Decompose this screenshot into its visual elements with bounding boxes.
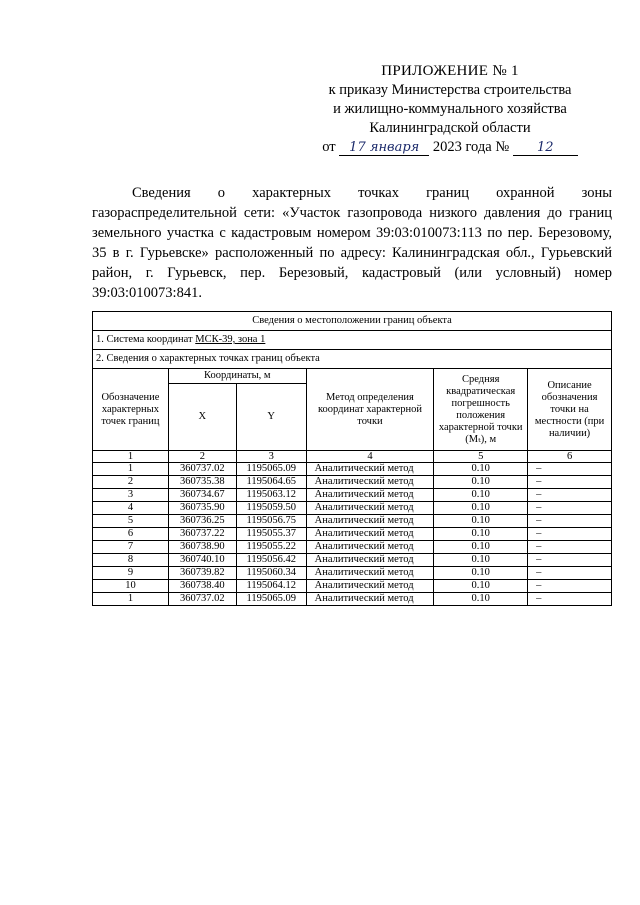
cell-y: 1195056.42 [236, 554, 306, 567]
date-prefix: от [322, 139, 336, 155]
cell-desc: – [528, 541, 612, 554]
column-number: 3 [236, 451, 306, 463]
table-row [93, 463, 612, 476]
cell-method: Аналитический метод [306, 463, 434, 476]
table-row [93, 580, 612, 593]
cell-error: 0.10 [434, 502, 528, 515]
cell-y: 1195055.22 [236, 541, 306, 554]
column-numbers-row [93, 451, 612, 463]
table-row [93, 515, 612, 528]
table-row [93, 528, 612, 541]
order-date-handwritten: 17 января [339, 140, 429, 156]
header-line-2: и жилищно-коммунального хозяйства [333, 101, 567, 117]
cell-y: 1195059.50 [236, 502, 306, 515]
cell-x: 360738.40 [168, 580, 236, 593]
table-row [93, 567, 612, 580]
cell-point: 4 [93, 502, 169, 515]
order-number-handwritten: 12 [513, 140, 578, 156]
cell-x: 360735.38 [168, 476, 236, 489]
cell-desc: – [528, 593, 612, 606]
cell-point: 3 [93, 489, 169, 502]
table-row [93, 554, 612, 567]
column-number: 2 [168, 451, 236, 463]
cell-desc: – [528, 515, 612, 528]
cell-error: 0.10 [434, 593, 528, 606]
cell-x: 360737.02 [168, 463, 236, 476]
points-section-label: 2. Сведения о характерных точках границ объекта [93, 350, 612, 369]
cell-desc: – [528, 489, 612, 502]
cell-y: 1195064.12 [236, 580, 306, 593]
cell-method: Аналитический метод [306, 580, 434, 593]
date-year: 2023 года № [432, 139, 510, 155]
cell-y: 1195064.65 [236, 476, 306, 489]
cell-point: 8 [93, 554, 169, 567]
intro-paragraph: Сведения о характерных точках границ охранной зоны газораспределительной сети: «Участок газопровода низкого давления до границ земельного участка с кадастровым номером 39:03:010073:113 по пер. Березовому, 35 в г. Гурьевске» расположенный по адресу: Калининградская обл., Гурьевский район, г. Гурьевск, пер. Березовый, кадастровый (или условный) номер 39:03:010073:841. [92, 185, 612, 301]
table-row [93, 541, 612, 554]
cell-desc: – [528, 580, 612, 593]
cell-error: 0.10 [434, 541, 528, 554]
cell-y: 1195056.75 [236, 515, 306, 528]
cell-x: 360738.90 [168, 541, 236, 554]
cell-error: 0.10 [434, 567, 528, 580]
cell-error: 0.10 [434, 554, 528, 567]
cell-method: Аналитический метод [306, 489, 434, 502]
cell-y: 1195063.12 [236, 489, 306, 502]
table-row [93, 476, 612, 489]
coordinate-system-row [93, 331, 612, 350]
cell-desc: – [528, 567, 612, 580]
header-point: Обозначение характерных точек границ [93, 369, 169, 451]
header-description: Описание обозначения точки на местности (при наличии) [528, 369, 612, 451]
cell-y: 1195055.37 [236, 528, 306, 541]
header-line-1: к приказу Министерства строительства [328, 82, 572, 98]
cell-error: 0.10 [434, 580, 528, 593]
column-number: 6 [528, 451, 612, 463]
cell-method: Аналитический метод [306, 476, 434, 489]
cell-x: 360734.67 [168, 489, 236, 502]
appendix-title: ПРИЛОЖЕНИЕ № 1 [381, 63, 519, 79]
cell-point: 6 [93, 528, 169, 541]
cell-error: 0.10 [434, 463, 528, 476]
cell-point: 1 [93, 593, 169, 606]
cell-y: 1195065.09 [236, 463, 306, 476]
cell-y: 1195065.09 [236, 593, 306, 606]
cell-method: Аналитический метод [306, 515, 434, 528]
cell-desc: – [528, 463, 612, 476]
coordinate-system-label: 1. Система координат [96, 334, 193, 345]
column-number: 1 [93, 451, 169, 463]
cell-desc: – [528, 554, 612, 567]
header-x: X [168, 384, 236, 451]
table-row [93, 502, 612, 515]
cell-point: 7 [93, 541, 169, 554]
order-date-line [300, 138, 600, 157]
table-row [93, 489, 612, 502]
table-title: Сведения о местоположении границ объекта [93, 312, 612, 331]
cell-error: 0.10 [434, 515, 528, 528]
column-number: 4 [306, 451, 434, 463]
cell-error: 0.10 [434, 489, 528, 502]
cell-desc: – [528, 476, 612, 489]
boundary-points-table [92, 311, 612, 606]
cell-x: 360740.10 [168, 554, 236, 567]
appendix-header [300, 62, 600, 157]
cell-x: 360737.22 [168, 528, 236, 541]
cell-method: Аналитический метод [306, 502, 434, 515]
cell-error: 0.10 [434, 476, 528, 489]
cell-method: Аналитический метод [306, 541, 434, 554]
header-coords: Координаты, м [168, 369, 306, 384]
cell-x: 360736.25 [168, 515, 236, 528]
table-row [93, 593, 612, 606]
cell-method: Аналитический метод [306, 567, 434, 580]
header-method: Метод определения координат характерной точки [306, 369, 434, 451]
header-line-3: Калининградской области [369, 120, 531, 136]
table-body [93, 463, 612, 606]
cell-point: 10 [93, 580, 169, 593]
cell-method: Аналитический метод [306, 593, 434, 606]
header-error: Средняя квадратическая погрешность положения характерной точки (Mₜ), м [434, 369, 528, 451]
cell-desc: – [528, 502, 612, 515]
cell-method: Аналитический метод [306, 528, 434, 541]
cell-point: 2 [93, 476, 169, 489]
cell-point: 1 [93, 463, 169, 476]
cell-error: 0.10 [434, 528, 528, 541]
column-number: 5 [434, 451, 528, 463]
cell-x: 360739.82 [168, 567, 236, 580]
cell-point: 9 [93, 567, 169, 580]
cell-y: 1195060.34 [236, 567, 306, 580]
coordinate-system-value: МСК-39, зона 1 [195, 334, 266, 345]
cell-x: 360737.02 [168, 593, 236, 606]
cell-point: 5 [93, 515, 169, 528]
cell-x: 360735.90 [168, 502, 236, 515]
cell-desc: – [528, 528, 612, 541]
cell-method: Аналитический метод [306, 554, 434, 567]
header-y: Y [236, 384, 306, 451]
